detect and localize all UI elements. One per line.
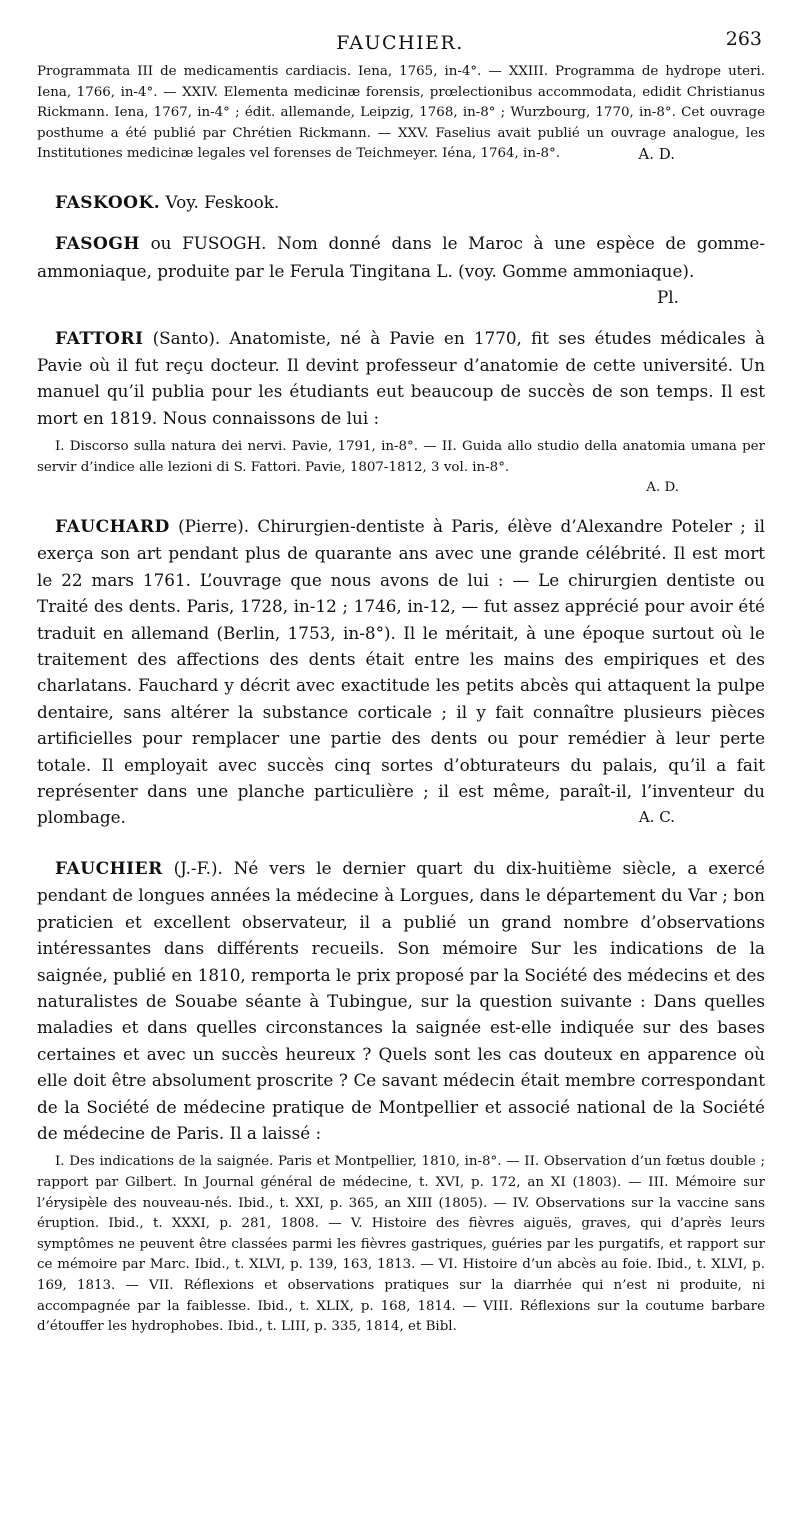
entry-fasogh	[37, 230, 765, 310]
entry-fattori-signature: A. D.	[646, 480, 679, 496]
entry-fattori-works	[37, 437, 765, 499]
entry-fasogh-signature: Pl.	[657, 287, 679, 308]
entry-faskook-text: Voy. Feskook.	[165, 191, 280, 212]
entry-fauchier-works	[37, 1152, 765, 1337]
entry-fauchard-text: (Pierre). Chirurgien-dentiste à Paris, élève d’Alexandre Poteler ; il exerça son art pendant plus de quarante ans avec une grande célébrité. Il est mort le 22 mars 1761. L’ouvrage que nous avons de lui : — Le chirurgien dentiste ou Traité des dents. Paris, 1728, in-12 ; 1746, in-12, — fut assez apprécié pour avoir été traduit en allemand (Berlin, 1753, in-8°). Il le méritait, à une époque surtout où le traitement des affections des dents était entre les mains des empiriques et des charlatans. Fauchard y décrit avec exactitude les petits abcès qui attaquent la pulpe dentaire, sans altérer la substance corticale ; il y fait connaître plusieurs pièces artificielles pour remplacer une partie des dents ou pour remédier à leur perte totale. Il employait avec succès cinq sortes d’obturateurs du palais, qu’il a fait représenter dans une planche particulière ; il est même, paraît-il, l’inventeur du plombage.	[37, 516, 765, 828]
entry-fauchard-signature: A. C.	[638, 808, 675, 827]
entry-fasogh-text: ou FUSOGH. Nom donné dans le Maroc à une espèce de gomme-ammoniaque, produite par le Ferula Tingitana L. (voy. Gomme ammoniaque).	[37, 233, 765, 281]
entry-fauchier-text: (J.-F.). Né vers le dernier quart du dix-huitième siècle, a exercé pendant de longues années la médecine à Lorgues, dans le département du Var ; bon praticien et excellent observateur, il a publié un grand nombre d’observations intéressantes dans différents recueils. Son mémoire Sur les indications de la saignée, publié en 1810, remporta le prix proposé par la Société des médecins et des naturalistes de Souabe séante à Tubingue, sur la question suivante : Dans quelles maladies et dans quelles circonstances la saignée est-elle indiquée sur des bases certaines et avec un succès heureux ? Quels sont les cas douteux en apparence où elle doit être absolument proscrite ? Ce savant médecin était membre correspondant de la Société de médecine pratique de Montpellier et associé national de la Société de médecine de Paris. Il a laissé :	[37, 857, 765, 1143]
headword-fasogh: FASOGH	[55, 234, 140, 255]
running-head	[0, 28, 800, 58]
headword-fattori: FATTORI	[55, 328, 144, 349]
carry-over-entry	[37, 62, 765, 165]
page-body	[37, 62, 765, 1338]
headword-faskook: FASKOOK.	[55, 192, 161, 213]
carry-over-signature: A. D.	[638, 145, 675, 164]
entry-fauchier	[37, 855, 765, 1146]
headword-fauchier: FAUCHIER	[55, 858, 163, 879]
running-title: FAUCHIER.	[336, 32, 464, 54]
entry-fauchier-works-text: I. Des indications de la saignée. Paris et Montpellier, 1810, in-8°. — II. Observation d’un fœtus double ; rapport par Gilbert. In Journal général de médecine, t. XVI, p. 172, an XI (1803). — III. Mémoire sur l’érysipèle des nouveau-nés. Ibid., t. XXI, p. 365, an XIII (1805). — IV. Observations sur la vaccine sans éruption. Ibid., t. XXXI, p. 281, 1808. — V. Histoire des fièvres aiguës, graves, qui d’après leurs symptômes ne peuvent être classées parmi les fièvres gastriques, guéries par les purgatifs, et rapport sur ce mémoire par Marc. Ibid., t. XLVI, p. 139, 163, 1813. — VI. Histoire d’un abcès au foie. Ibid., t. XLVI, p. 169, 1813. — VII. Réflexions et observations pratiques sur la diarrhée qui n’est ni produite, ni accompagnée par la faiblesse. Ibid., t. XLIX, p. 168, 1814. — VIII. Réflexions sur la coutume barbare d’étouffer les hydrophobes. Ibid., t. LIII, p. 335, 1814, et Bibl.	[37, 1154, 765, 1335]
page-number: 263	[725, 28, 762, 50]
entry-fattori	[37, 325, 765, 432]
entry-fattori-works-text: I. Discorso sulla natura dei nervi. Pavie, 1791, in-8°. — II. Guida allo studio della anatomia umana per servir d’indice alle lezioni di S. Fattori. Pavie, 1807-1812, 3 vol. in-8°.	[37, 439, 765, 475]
entry-fauchard	[37, 513, 765, 831]
entry-fattori-text: (Santo). Anatomiste, né à Pavie en 1770, fit ses études médicales à Pavie où il fut reçu docteur. Il devint professeur d’anatomie de cette université. Un manuel qu’il publia pour les étudiants eut beaucoup de succès de son temps. Il est mort en 1819. Nous connaissons de lui :	[37, 327, 765, 428]
carry-over-text: Programmata III de medicamentis cardiacis. Iena, 1765, in-4°. — XXIII. Programma de hydrope uteri. Iena, 1766, in-4°. — XXIV. Elementa medicinæ forensis, prœlectionibus accommodata, edidit Christianus Rickmann. Iena, 1767, in-4° ; édit. allemande, Leipzig, 1768, in-8° ; Wurzbourg, 1770, in-8°. Cet ouvrage posthume a été publié par Chrétien Rickmann. — XXV. Faselius avait publié un ouvrage analogue, les Institutiones medicinæ legales vel forenses de Teichmeyer. Iéna, 1764, in-8°.	[37, 64, 765, 162]
entry-faskook	[37, 189, 765, 216]
headword-fauchard: FAUCHARD	[55, 517, 170, 537]
